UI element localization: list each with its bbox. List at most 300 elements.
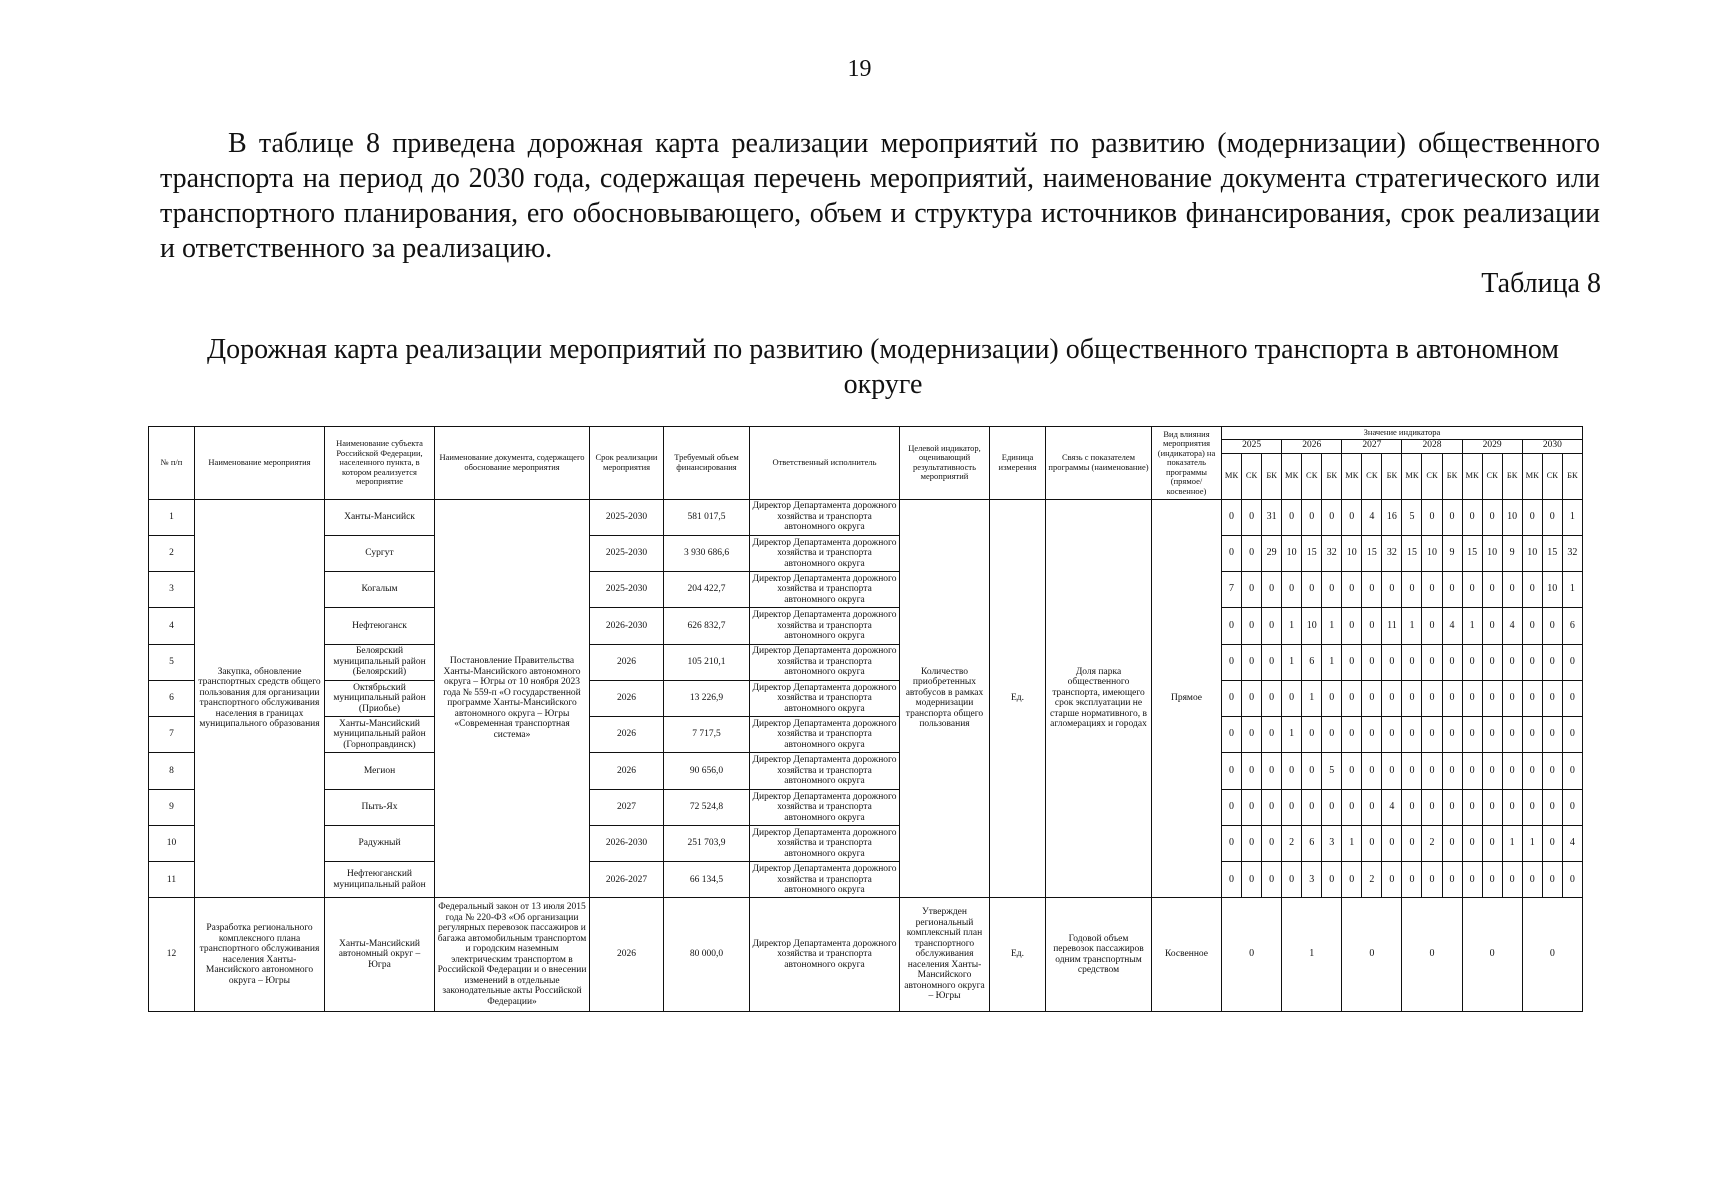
- indicator-value: 0: [1442, 680, 1462, 716]
- unit-cell: Ед.: [990, 898, 1046, 1012]
- executor-cell: Директор Департамента дорожного хозяйства и транспорта автономного округа: [750, 753, 900, 789]
- place-cell: Ханты-Мансийский автономный округ – Югра: [325, 898, 435, 1012]
- indicator-value: 0: [1322, 680, 1342, 716]
- indicator-value: 0: [1482, 753, 1502, 789]
- indicator-value: 0: [1282, 499, 1302, 535]
- indicator-value: 0: [1502, 753, 1522, 789]
- indicator-value: 5: [1322, 753, 1342, 789]
- indicator-value: 10: [1522, 535, 1542, 571]
- indicator-value: 0: [1502, 644, 1522, 680]
- volume-cell: 105 210,1: [664, 644, 750, 680]
- indicator-value: 1: [1402, 608, 1422, 644]
- indicator-value: 0: [1522, 717, 1542, 753]
- indicator-value: 15: [1542, 535, 1562, 571]
- table-row: [149, 680, 1583, 716]
- indicator-value: 0: [1442, 825, 1462, 861]
- indicator-value: 0: [1522, 608, 1542, 644]
- indicator-value: 2: [1362, 862, 1382, 898]
- indicator-value: 2: [1282, 825, 1302, 861]
- table-row: [149, 608, 1583, 644]
- header-term: Срок реализации мероприятия: [590, 427, 664, 500]
- indicator-value: 0: [1522, 789, 1542, 825]
- indicator-value: 0: [1482, 608, 1502, 644]
- indicator-value: 0: [1562, 717, 1582, 753]
- header-year: 2027: [1342, 439, 1402, 453]
- term-cell: 2026-2030: [590, 825, 664, 861]
- indicator-value: 32: [1322, 535, 1342, 571]
- indicator-value: 1: [1282, 717, 1302, 753]
- indicator-value: 0: [1462, 862, 1482, 898]
- indicator-value: 0: [1222, 753, 1242, 789]
- indicator-value: 0: [1542, 608, 1562, 644]
- indicator-value: 0: [1222, 717, 1242, 753]
- place-cell: Мегион: [325, 753, 435, 789]
- indicator-value: 0: [1222, 644, 1242, 680]
- indicator-value: 0: [1282, 862, 1302, 898]
- executor-cell: Директор Департамента дорожного хозяйства и транспорта автономного округа: [750, 644, 900, 680]
- term-cell: 2026-2030: [590, 608, 664, 644]
- indicator-value: 0: [1462, 644, 1482, 680]
- indicator-value: 0: [1402, 644, 1422, 680]
- indicator-value: 0: [1382, 572, 1402, 608]
- indicator-value: 0: [1462, 499, 1482, 535]
- term-cell: 2026: [590, 753, 664, 789]
- indicator-value: 0: [1482, 680, 1502, 716]
- place-cell: Пыть-Ях: [325, 789, 435, 825]
- table-body: [149, 499, 1583, 1012]
- row-number: 7: [149, 717, 195, 753]
- indicator-value: 4: [1442, 608, 1462, 644]
- row-number: 12: [149, 898, 195, 1012]
- executor-cell: Директор Департамента дорожного хозяйства и транспорта автономного округа: [750, 825, 900, 861]
- indicator-value: 0: [1242, 608, 1262, 644]
- indicator-value: 0: [1502, 680, 1522, 716]
- indicator-value: 0: [1502, 717, 1522, 753]
- indicator-value: 15: [1362, 535, 1382, 571]
- indicator-value: 9: [1502, 535, 1522, 571]
- link-cell: Доля парка общественного транспорта, имеющего срок эксплуатации не старше нормативного, в агломерациях и городах: [1046, 499, 1152, 898]
- indicator-value: 0: [1522, 753, 1542, 789]
- executor-cell: Директор Департамента дорожного хозяйства и транспорта автономного округа: [750, 717, 900, 753]
- indicator-value: 0: [1522, 644, 1542, 680]
- indicator-value: 0: [1422, 644, 1442, 680]
- indicator-value: 0: [1482, 717, 1502, 753]
- term-cell: 2026: [590, 717, 664, 753]
- indicator-value: 0: [1442, 753, 1462, 789]
- place-cell: Белоярский муниципальный район (Белоярский): [325, 644, 435, 680]
- indicator-value: 0: [1502, 862, 1522, 898]
- indicator-value: 0: [1262, 789, 1282, 825]
- indicator-value-year: 0: [1342, 898, 1402, 1012]
- indicator-value: 0: [1422, 680, 1442, 716]
- indicator-value: 1: [1342, 825, 1362, 861]
- indicator-value: 0: [1262, 717, 1282, 753]
- indicator-value: 7: [1222, 572, 1242, 608]
- indicator-value: 0: [1362, 572, 1382, 608]
- row-number: 3: [149, 572, 195, 608]
- indicator-value: 0: [1522, 680, 1542, 716]
- term-cell: 2027: [590, 789, 664, 825]
- indicator-value: 10: [1502, 499, 1522, 535]
- document-cell: Федеральный закон от 13 июля 2015 года № 220-ФЗ «Об организации регулярных перевозок пассажиров и багажа автомобильным транспортом и городским наземным электрическим транспортом в Российской Федерации и о внесении изменений в отдельные законодательные акты Российской Федерации»: [435, 898, 590, 1012]
- indicator-value: 0: [1262, 572, 1282, 608]
- header-class: БК: [1322, 453, 1342, 499]
- indicator-value: 0: [1322, 862, 1342, 898]
- target-cell: Количество приобретенных автобусов в рамках модернизации транспорта общего пользования: [900, 499, 990, 898]
- row-number: 4: [149, 608, 195, 644]
- roadmap-table-container: [148, 426, 1582, 1012]
- place-cell: Октябрьский муниципальный район (Приобье): [325, 680, 435, 716]
- indicator-value: 0: [1242, 825, 1262, 861]
- executor-cell: Директор Департамента дорожного хозяйства и транспорта автономного округа: [750, 499, 900, 535]
- intro-paragraph: В таблице 8 приведена дорожная карта реализации мероприятий по развитию (модернизации) общественного транспорта на период до 2030 года, содержащая перечень мероприятий, наименование документа стратегического или транспортного планирования, его обосновывающего, объем и структура источников финансирования, срок реализации и ответственного за реализацию.: [160, 128, 1600, 264]
- indicator-value: 0: [1562, 753, 1582, 789]
- indicator-value: 0: [1442, 644, 1462, 680]
- target-cell: Утвержден региональный комплексный план транспортного обслуживания населения Ханты-Мансийского автономного округа – Югры: [900, 898, 990, 1012]
- row-number: 11: [149, 862, 195, 898]
- indicator-value: 0: [1262, 644, 1282, 680]
- table-row: [149, 862, 1583, 898]
- indicator-value: 0: [1562, 789, 1582, 825]
- indicator-value: 0: [1222, 499, 1242, 535]
- indicator-value: 6: [1562, 608, 1582, 644]
- volume-cell: 7 717,5: [664, 717, 750, 753]
- indicator-value: 0: [1542, 680, 1562, 716]
- executor-cell: Директор Департамента дорожного хозяйства и транспорта автономного округа: [750, 572, 900, 608]
- header-link: Связь с показателем программы (наименование): [1046, 427, 1152, 500]
- volume-cell: 13 226,9: [664, 680, 750, 716]
- indicator-value: 0: [1542, 753, 1562, 789]
- header-year: 2028: [1402, 439, 1462, 453]
- indicator-value: 0: [1382, 644, 1402, 680]
- indicator-value: 0: [1242, 753, 1262, 789]
- table-row: [149, 717, 1583, 753]
- indicator-value: 0: [1542, 825, 1562, 861]
- term-cell: 2026: [590, 644, 664, 680]
- indicator-value: 0: [1482, 862, 1502, 898]
- indicator-value: 0: [1482, 499, 1502, 535]
- indicator-value: 0: [1242, 862, 1262, 898]
- indicator-value: 0: [1442, 789, 1462, 825]
- indicator-value: 1: [1322, 644, 1342, 680]
- indicator-value: 0: [1262, 608, 1282, 644]
- indicator-value: 15: [1402, 535, 1422, 571]
- indicator-value: 0: [1322, 717, 1342, 753]
- indicator-value: 1: [1282, 644, 1302, 680]
- executor-cell: Директор Департамента дорожного хозяйства и транспорта автономного округа: [750, 898, 900, 1012]
- table-row: [149, 572, 1583, 608]
- indicator-value: 0: [1242, 680, 1262, 716]
- indicator-value: 0: [1242, 572, 1262, 608]
- table-row: [149, 753, 1583, 789]
- header-class: СК: [1362, 453, 1382, 499]
- indicator-value: 0: [1262, 825, 1282, 861]
- indicator-value: 0: [1422, 608, 1442, 644]
- header-class: БК: [1262, 453, 1282, 499]
- indicator-value: 0: [1262, 680, 1282, 716]
- indicator-value: 4: [1362, 499, 1382, 535]
- indicator-value: 0: [1442, 862, 1462, 898]
- table-row: [149, 535, 1583, 571]
- indicator-value: 0: [1502, 572, 1522, 608]
- indicator-value: 0: [1262, 753, 1282, 789]
- indicator-value: 0: [1242, 717, 1262, 753]
- activity-cell: Разработка регионального комплексного плана транспортного обслуживания населения Ханты-Мансийского автономного округа – Югры: [195, 898, 325, 1012]
- indicator-value: 0: [1422, 717, 1442, 753]
- header-class: СК: [1482, 453, 1502, 499]
- header-class: МК: [1222, 453, 1242, 499]
- indicator-value: 0: [1382, 680, 1402, 716]
- indicator-value: 0: [1382, 825, 1402, 861]
- header-executor: Ответственный исполнитель: [750, 427, 900, 500]
- indicator-value: 0: [1362, 680, 1382, 716]
- place-cell: Радужный: [325, 825, 435, 861]
- executor-cell: Директор Департамента дорожного хозяйства и транспорта автономного округа: [750, 789, 900, 825]
- header-unit: Единица измерения: [990, 427, 1046, 500]
- unit-cell: Ед.: [990, 499, 1046, 898]
- indicator-value: 0: [1562, 680, 1582, 716]
- indicator-value: 15: [1462, 535, 1482, 571]
- indicator-value: 4: [1502, 608, 1522, 644]
- influence-cell: Прямое: [1152, 499, 1222, 898]
- indicator-value-year: 0: [1462, 898, 1522, 1012]
- indicator-value: 0: [1562, 644, 1582, 680]
- indicator-value: 0: [1542, 789, 1562, 825]
- header-class: МК: [1462, 453, 1482, 499]
- indicator-value: 0: [1402, 717, 1422, 753]
- indicator-value: 6: [1302, 644, 1322, 680]
- indicator-value: 0: [1442, 717, 1462, 753]
- indicator-value: 0: [1342, 789, 1362, 825]
- indicator-value: 0: [1282, 680, 1302, 716]
- indicator-value: 0: [1462, 753, 1482, 789]
- indicator-value: 5: [1402, 499, 1422, 535]
- indicator-value: 0: [1262, 862, 1282, 898]
- header-volume: Требуемый объем финансирования: [664, 427, 750, 500]
- header-class: БК: [1562, 453, 1582, 499]
- indicator-value: 15: [1302, 535, 1322, 571]
- indicator-value: 10: [1482, 535, 1502, 571]
- indicator-value: 0: [1542, 644, 1562, 680]
- indicator-value: 0: [1402, 789, 1422, 825]
- indicator-value: 0: [1242, 644, 1262, 680]
- indicator-value: 0: [1402, 825, 1422, 861]
- place-cell: Нефтеюганск: [325, 608, 435, 644]
- indicator-value: 0: [1462, 789, 1482, 825]
- indicator-value: 0: [1222, 862, 1242, 898]
- volume-cell: 204 422,7: [664, 572, 750, 608]
- indicator-value: 0: [1522, 862, 1542, 898]
- indicator-value: 0: [1482, 644, 1502, 680]
- row-number: 1: [149, 499, 195, 535]
- indicator-value: 0: [1302, 789, 1322, 825]
- indicator-value: 0: [1342, 717, 1362, 753]
- indicator-value: 0: [1402, 753, 1422, 789]
- indicator-value-year: 0: [1522, 898, 1582, 1012]
- table-label: Таблица 8: [1481, 268, 1601, 299]
- indicator-value: 0: [1422, 572, 1442, 608]
- term-cell: 2025-2030: [590, 535, 664, 571]
- indicator-value: 1: [1522, 825, 1542, 861]
- indicator-value: 1: [1322, 608, 1342, 644]
- indicator-value: 0: [1542, 499, 1562, 535]
- indicator-value: 0: [1482, 572, 1502, 608]
- indicator-value: 0: [1402, 680, 1422, 716]
- place-cell: Когалым: [325, 572, 435, 608]
- header-class: БК: [1382, 453, 1402, 499]
- indicator-value: 0: [1382, 862, 1402, 898]
- indicator-value: 0: [1242, 499, 1262, 535]
- row-number: 5: [149, 644, 195, 680]
- header-class: СК: [1242, 453, 1262, 499]
- page-number: 19: [847, 56, 872, 82]
- header-indicator-value: Значение индикатора: [1222, 427, 1583, 440]
- indicator-value: 6: [1302, 825, 1322, 861]
- term-cell: 2026: [590, 898, 664, 1012]
- link-cell: Годовой объем перевозок пассажиров одним транспортным средством: [1046, 898, 1152, 1012]
- indicator-value: 1: [1562, 572, 1582, 608]
- row-number: 2: [149, 535, 195, 571]
- indicator-value: 0: [1422, 789, 1442, 825]
- indicator-value: 0: [1362, 608, 1382, 644]
- indicator-value: 4: [1562, 825, 1582, 861]
- header-class: БК: [1442, 453, 1462, 499]
- indicator-value: 3: [1302, 862, 1322, 898]
- indicator-value-year: 1: [1282, 898, 1342, 1012]
- indicator-value: 0: [1222, 789, 1242, 825]
- executor-cell: Директор Департамента дорожного хозяйства и транспорта автономного округа: [750, 862, 900, 898]
- indicator-value: 0: [1302, 499, 1322, 535]
- indicator-value: 31: [1262, 499, 1282, 535]
- header-year: 2029: [1462, 439, 1522, 453]
- header-class: СК: [1422, 453, 1442, 499]
- indicator-value: 0: [1382, 753, 1402, 789]
- indicator-value: 0: [1342, 862, 1362, 898]
- header-document: Наименование документа, содержащего обоснование мероприятия: [435, 427, 590, 500]
- term-cell: 2025-2030: [590, 572, 664, 608]
- header-target: Целевой индикатор, оценивающий результативность мероприятий: [900, 427, 990, 500]
- volume-cell: 581 017,5: [664, 499, 750, 535]
- indicator-value: 32: [1562, 535, 1582, 571]
- indicator-value: 0: [1302, 572, 1322, 608]
- activity-cell: Закупка, обновление транспортных средств общего пользования для организации транспортного обслуживания населения в границах муниципального образования: [195, 499, 325, 898]
- volume-cell: 90 656,0: [664, 753, 750, 789]
- header-subject: Наименование субъекта Российской Федерации, населенного пункта, в котором реализуется мероприятие: [325, 427, 435, 500]
- indicator-value: 0: [1422, 862, 1442, 898]
- indicator-value: 11: [1382, 608, 1402, 644]
- indicator-value: 3: [1322, 825, 1342, 861]
- header-class: МК: [1282, 453, 1302, 499]
- indicator-value-year: 0: [1402, 898, 1462, 1012]
- indicator-value: 0: [1482, 789, 1502, 825]
- volume-cell: 251 703,9: [664, 825, 750, 861]
- term-cell: 2026-2027: [590, 862, 664, 898]
- indicator-value: 32: [1382, 535, 1402, 571]
- indicator-value: 0: [1362, 717, 1382, 753]
- indicator-value: 1: [1302, 680, 1322, 716]
- header-year: 2025: [1222, 439, 1282, 453]
- volume-cell: 3 930 686,6: [664, 535, 750, 571]
- indicator-value: 0: [1522, 499, 1542, 535]
- volume-cell: 66 134,5: [664, 862, 750, 898]
- row-number: 8: [149, 753, 195, 789]
- indicator-value: 0: [1522, 572, 1542, 608]
- indicator-value: 0: [1422, 499, 1442, 535]
- table-title: Дорожная карта реализации мероприятий по развитию (модернизации) общественного транспорта в автономном округе: [206, 334, 1560, 400]
- indicator-value: 0: [1322, 499, 1342, 535]
- indicator-value: 0: [1542, 862, 1562, 898]
- place-cell: Нефтеюганский муниципальный район: [325, 862, 435, 898]
- indicator-value: 1: [1562, 499, 1582, 535]
- table-row: [149, 644, 1583, 680]
- indicator-value: 0: [1282, 753, 1302, 789]
- indicator-value: 0: [1222, 680, 1242, 716]
- indicator-value: 0: [1382, 717, 1402, 753]
- indicator-value: 0: [1482, 825, 1502, 861]
- indicator-value: 0: [1362, 753, 1382, 789]
- header-class: МК: [1342, 453, 1362, 499]
- indicator-value: 0: [1562, 862, 1582, 898]
- influence-cell: Косвенное: [1152, 898, 1222, 1012]
- indicator-value: 0: [1462, 825, 1482, 861]
- indicator-value: 10: [1282, 535, 1302, 571]
- header-influence: Вид влияния мероприятия (индикатора) на показатель программы (прямое/ косвенное): [1152, 427, 1222, 500]
- table-row: [149, 898, 1583, 1012]
- header-year: 2030: [1522, 439, 1582, 453]
- table-row: [149, 825, 1583, 861]
- indicator-value: 0: [1362, 789, 1382, 825]
- indicator-value: 0: [1402, 572, 1422, 608]
- term-cell: 2025-2030: [590, 499, 664, 535]
- indicator-value: 10: [1542, 572, 1562, 608]
- term-cell: 2026: [590, 680, 664, 716]
- indicator-value: 0: [1442, 572, 1462, 608]
- document-cell: Постановление Правительства Ханты-Мансийского автономного округа – Югры от 10 ноября 2023 года № 559-п «О государственной программе Ханты-Мансийского автономного округа – Югры «Современная транспортная система»: [435, 499, 590, 898]
- indicator-value: 0: [1362, 825, 1382, 861]
- header-class: МК: [1402, 453, 1422, 499]
- indicator-value: 10: [1422, 535, 1442, 571]
- indicator-value: 0: [1462, 572, 1482, 608]
- indicator-value: 0: [1302, 753, 1322, 789]
- indicator-value: 29: [1262, 535, 1282, 571]
- header-activity: Наименование мероприятия: [195, 427, 325, 500]
- header-class: СК: [1542, 453, 1562, 499]
- place-cell: Ханты-Мансийский муниципальный район (Горноправдинск): [325, 717, 435, 753]
- indicator-value: 0: [1342, 680, 1362, 716]
- indicator-value: 0: [1342, 753, 1362, 789]
- indicator-value: 16: [1382, 499, 1402, 535]
- indicator-value: 1: [1462, 608, 1482, 644]
- indicator-value: 0: [1242, 789, 1262, 825]
- indicator-value: 0: [1302, 717, 1322, 753]
- header-class: БК: [1502, 453, 1522, 499]
- roadmap-table: [148, 426, 1583, 1012]
- place-cell: Ханты-Мансийск: [325, 499, 435, 535]
- header-class: СК: [1302, 453, 1322, 499]
- indicator-value: 0: [1342, 644, 1362, 680]
- header-year: 2026: [1282, 439, 1342, 453]
- place-cell: Сургут: [325, 535, 435, 571]
- indicator-value: 0: [1322, 572, 1342, 608]
- volume-cell: 80 000,0: [664, 898, 750, 1012]
- indicator-value: 0: [1222, 825, 1242, 861]
- indicator-value: 10: [1302, 608, 1322, 644]
- indicator-value: 0: [1402, 862, 1422, 898]
- indicator-value: 0: [1442, 499, 1462, 535]
- indicator-value: 0: [1222, 608, 1242, 644]
- executor-cell: Директор Департамента дорожного хозяйства и транспорта автономного округа: [750, 680, 900, 716]
- indicator-value: 0: [1342, 608, 1362, 644]
